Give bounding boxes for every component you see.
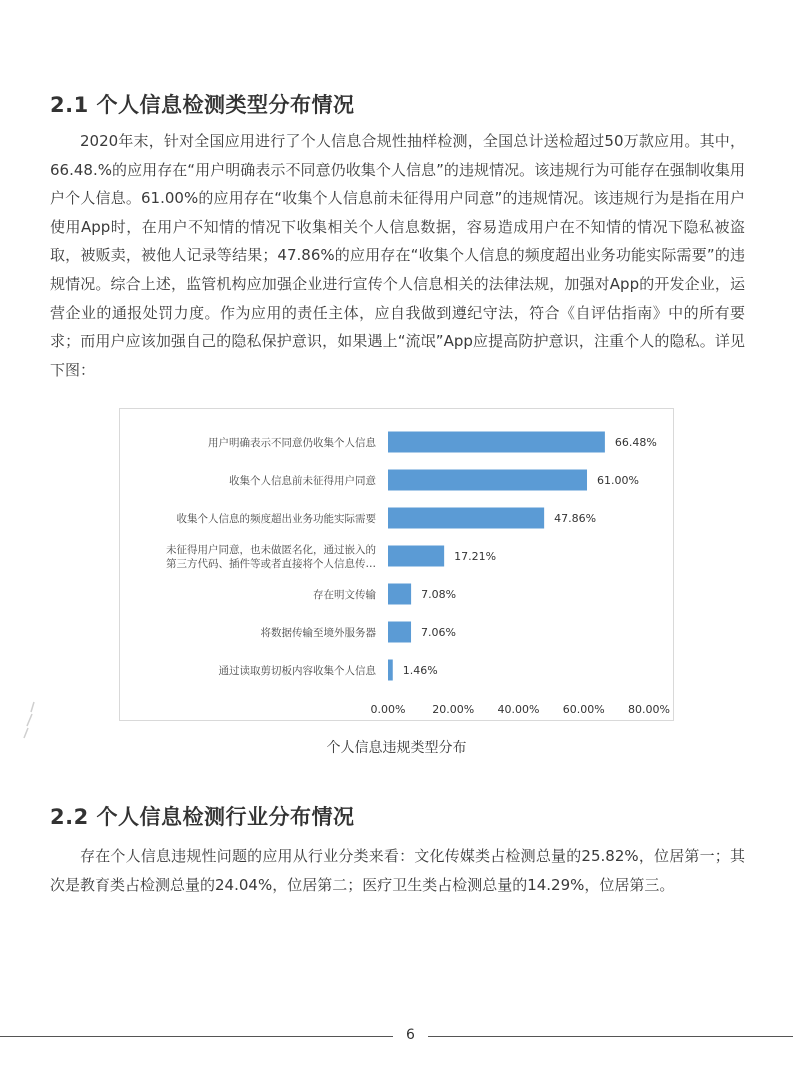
- section-heading-2-2: 2.2 个人信息检测行业分布情况: [50, 805, 355, 829]
- x-tick-label-3: 60.00%: [562, 703, 605, 716]
- data-label-6: 1.46%: [402, 664, 438, 677]
- data-label-1: 61.00%: [597, 474, 639, 487]
- x-tick-label-1: 20.00%: [432, 703, 475, 716]
- category-label-6: 通过读取剪切板内容收集个人信息: [218, 665, 376, 677]
- scan-artifact-mark: [22, 700, 36, 740]
- category-label-3-line-1: 第三方代码、插件等或者直接将个人信息传…: [166, 558, 376, 570]
- category-label-5: 将数据传输至境外服务器: [260, 627, 376, 639]
- data-label-0: 66.48%: [614, 436, 657, 449]
- bar-1: [388, 470, 587, 491]
- section-heading-2-1: 2.1 个人信息检测类型分布情况: [50, 93, 355, 117]
- chart-svg: [120, 409, 673, 720]
- x-tick-label-4: 80.00%: [628, 703, 670, 716]
- data-label-4: 7.08%: [421, 588, 457, 601]
- bar-3: [388, 546, 444, 567]
- bar-0: [388, 432, 605, 453]
- category-label-4: 存在明文传输: [313, 589, 376, 601]
- footer-rule-left: [0, 1036, 393, 1037]
- category-label-2: 收集个人信息的频度超出业务功能实际需要: [176, 513, 376, 525]
- page-number: 6: [406, 1027, 415, 1043]
- bar-5: [388, 622, 411, 643]
- data-label-5: 7.06%: [421, 626, 456, 639]
- category-label-0: 用户明确表示不同意仍收集个人信息: [208, 437, 376, 449]
- bar-6: [388, 660, 393, 681]
- category-label-1: 收集个人信息前未征得用户同意: [229, 475, 376, 487]
- data-label-2: 47.86%: [554, 512, 597, 525]
- section-paragraph-2-2: 存在个人信息违规性问题的应用从行业分类来看：文化传媒类占检测总量的25.82%，位居第一；其次是教育类占检测总量的24.04%，位居第二；医疗卫生类占检测总量的14.29%，位居第三。: [50, 847, 745, 894]
- bar-2: [388, 508, 544, 529]
- figure-caption: 个人信息违规类型分布: [326, 740, 467, 756]
- footer-rule-right: [428, 1036, 793, 1037]
- x-tick-label-0: 0.00%: [370, 703, 406, 716]
- x-tick-label-2: 40.00%: [497, 703, 540, 716]
- data-label-3: 17.21%: [454, 550, 497, 563]
- section-paragraph-2-1: 2020年末，针对全国应用进行了个人信息合规性抽样检测，全国总计送检超过50万款应用。其中，66.48.%的应用存在“用户明确表示不同意仍收集个人信息”的违规情况。该违规行为可能存在强制收集用户个人信息。61.00%的应用存在“收集个人信息前未征得用户同意”的违规情况。该违规行为是指在用户使用App时，在用户不知情的情况下收集相关个人信息数据，容易造成用户在不知情的情况下隐私被盗取，被贩卖，被他人记录等结果；47.86%的应用存在“收集个人信息的频度超出业务功能实际需要”的违规情况。综合上述，监管机构应加强企业进行宣传个人信息相关的法律法规，加强对App的开发企业，运营企业的通报处罚力度。作为应用的责任主体，应自我做到遵纪守法，符合《自评估指南》中的所有要求；而用户应该加强自己的隐私保护意识，如果遇上“流氓”App应提高防护意识，注重个人的隐私。详见下图：: [50, 132, 745, 379]
- violation-type-bar-chart: [119, 408, 674, 721]
- bar-4: [388, 584, 411, 605]
- category-label-3-line-0: 未征得用户同意，也未做匿名化，通过嵌入的: [166, 544, 376, 556]
